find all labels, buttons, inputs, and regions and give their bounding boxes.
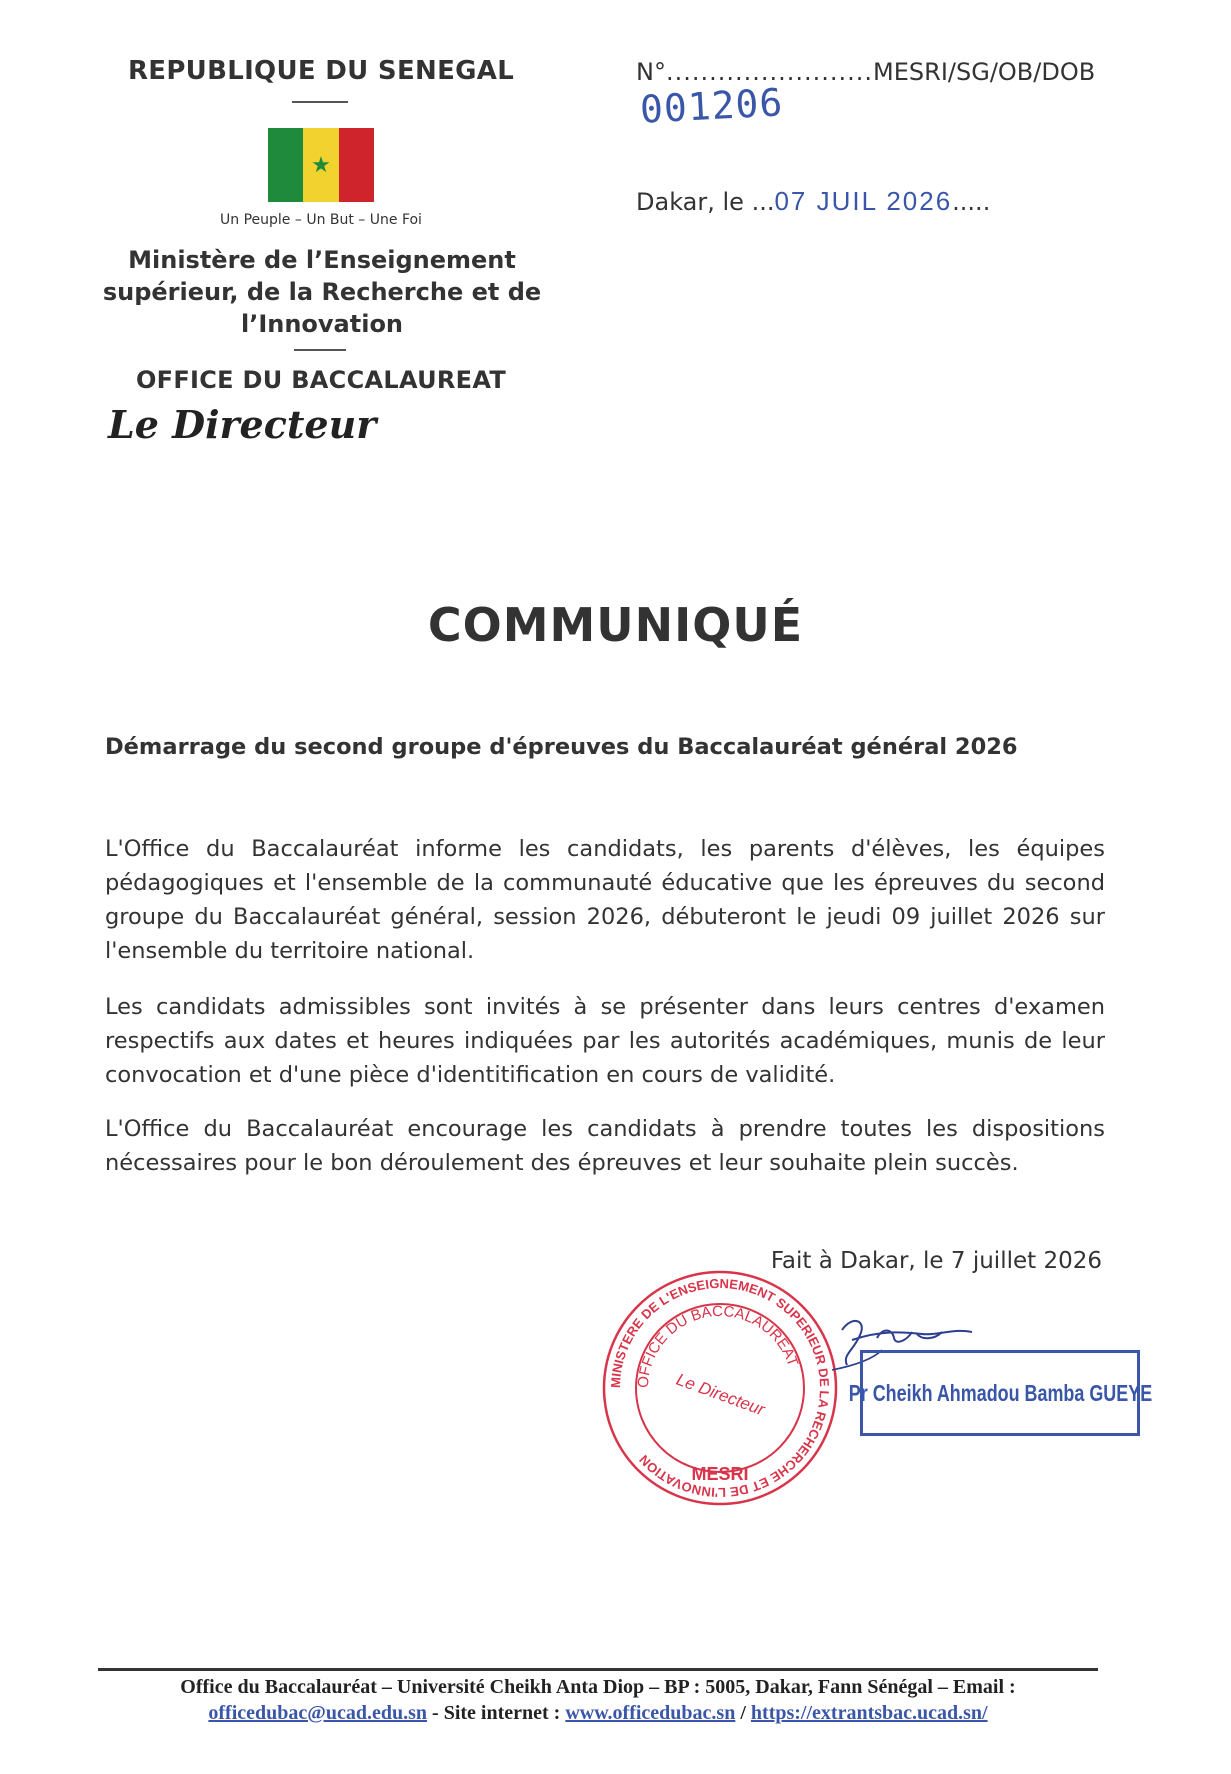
seal-bottom-text: MESRI — [691, 1464, 749, 1484]
senegal-flag — [268, 128, 374, 202]
footer-separator: / — [740, 1702, 746, 1724]
body-paragraph-1: L'Office du Baccalauréat informe les candidats, les parents d'élèves, les équipes pédagogiques et l'ensemble de la communauté éducative que les épreuves du second groupe du Baccalauréat général, session 2026, débuteront le jeudi 09 juillet 2026 sur l'ensemble du territoire national. — [105, 836, 1105, 964]
stamped-date: 07 JUIL 2026 — [774, 186, 953, 216]
footer-email-link[interactable]: officedubac@ucad.edu.sn — [208, 1702, 428, 1724]
date-dots-before: ... — [751, 188, 775, 216]
footer-links — [98, 1702, 1098, 1725]
official-seal — [600, 1268, 840, 1508]
republic-heading: REPUBLIQUE DU SENEGAL — [127, 56, 515, 86]
national-motto: Un Peuple – Un But – Une Foi — [220, 212, 422, 228]
document-subject: Démarrage du second groupe d'épreuves du Baccalauréat général 2026 — [105, 734, 1018, 760]
ministry-line-1: Ministère de l’Enseignement — [128, 246, 516, 274]
divider — [294, 349, 346, 351]
ministry-line-3: l’Innovation — [240, 310, 404, 338]
body-paragraph-2: Les candidats admissibles sont invités à se présenter dans leurs centres d'examen respectifs aux dates et heures indiquées par les autorités académiques, munis de leur convocation et d'une pièce d'identitification en cours de validité. — [105, 994, 1105, 1088]
document-title: COMMUNIQUÉ — [427, 598, 804, 652]
seal-center-text: Le Directeur — [673, 1369, 768, 1420]
seal-outer-text: MINISTERE DE L'ENSEIGNEMENT SUPERIEUR DE LA RECHERCHE ET DE L'INNOVATION — [607, 1275, 833, 1501]
office-name: OFFICE DU BACCALAUREAT — [135, 366, 507, 394]
ministry-line-2: supérieur, de la Recherche et de — [102, 278, 542, 306]
ministry-name — [100, 244, 544, 340]
reference-number-stamp: 001206 — [638, 80, 785, 132]
date-prefix: Dakar, le — [636, 188, 744, 216]
footer-address: Office du Baccalauréat – Université Cheikh Anta Diop – BP : 5005, Dakar, Fann Sénégal – Email : — [180, 1676, 1016, 1698]
date-line — [636, 186, 990, 217]
footer-site-link-2[interactable]: https://extrantsbac.ucad.sn/ — [750, 1702, 988, 1724]
date-dots-after: ..... — [952, 188, 991, 216]
divider — [292, 101, 348, 103]
reference-dots: ........................ — [665, 58, 874, 86]
svg-text:OFFICE DU BACCALAUREAT — [635, 1303, 802, 1389]
body-paragraph-3: L'Office du Baccalauréat encourage les candidats à prendre toutes les dispositions nécessaires pour le bon déroulement des épreuves et leur souhaite plein succès. — [105, 1116, 1105, 1176]
seal-inner-text: OFFICE DU BACCALAUREAT — [634, 1302, 802, 1389]
closing-place-date: Fait à Dakar, le 7 juillet 2026 — [770, 1248, 1102, 1274]
footer-site-label: - Site internet : — [432, 1702, 561, 1724]
signatory-stamp — [848, 1350, 1152, 1436]
star-icon: ★ — [311, 152, 331, 178]
signatory-name: Pr Cheikh Ahmadou Bamba GUEYE — [848, 1379, 1152, 1406]
footer-site-link-1[interactable]: www.officedubac.sn — [565, 1702, 736, 1724]
director-title: Le Directeur — [108, 402, 377, 447]
footer-divider — [98, 1668, 1098, 1671]
reference-suffix: MESRI/SG/OB/DOB — [873, 58, 1096, 86]
reference-line — [636, 58, 1095, 86]
reference-prefix: N° — [636, 58, 666, 86]
